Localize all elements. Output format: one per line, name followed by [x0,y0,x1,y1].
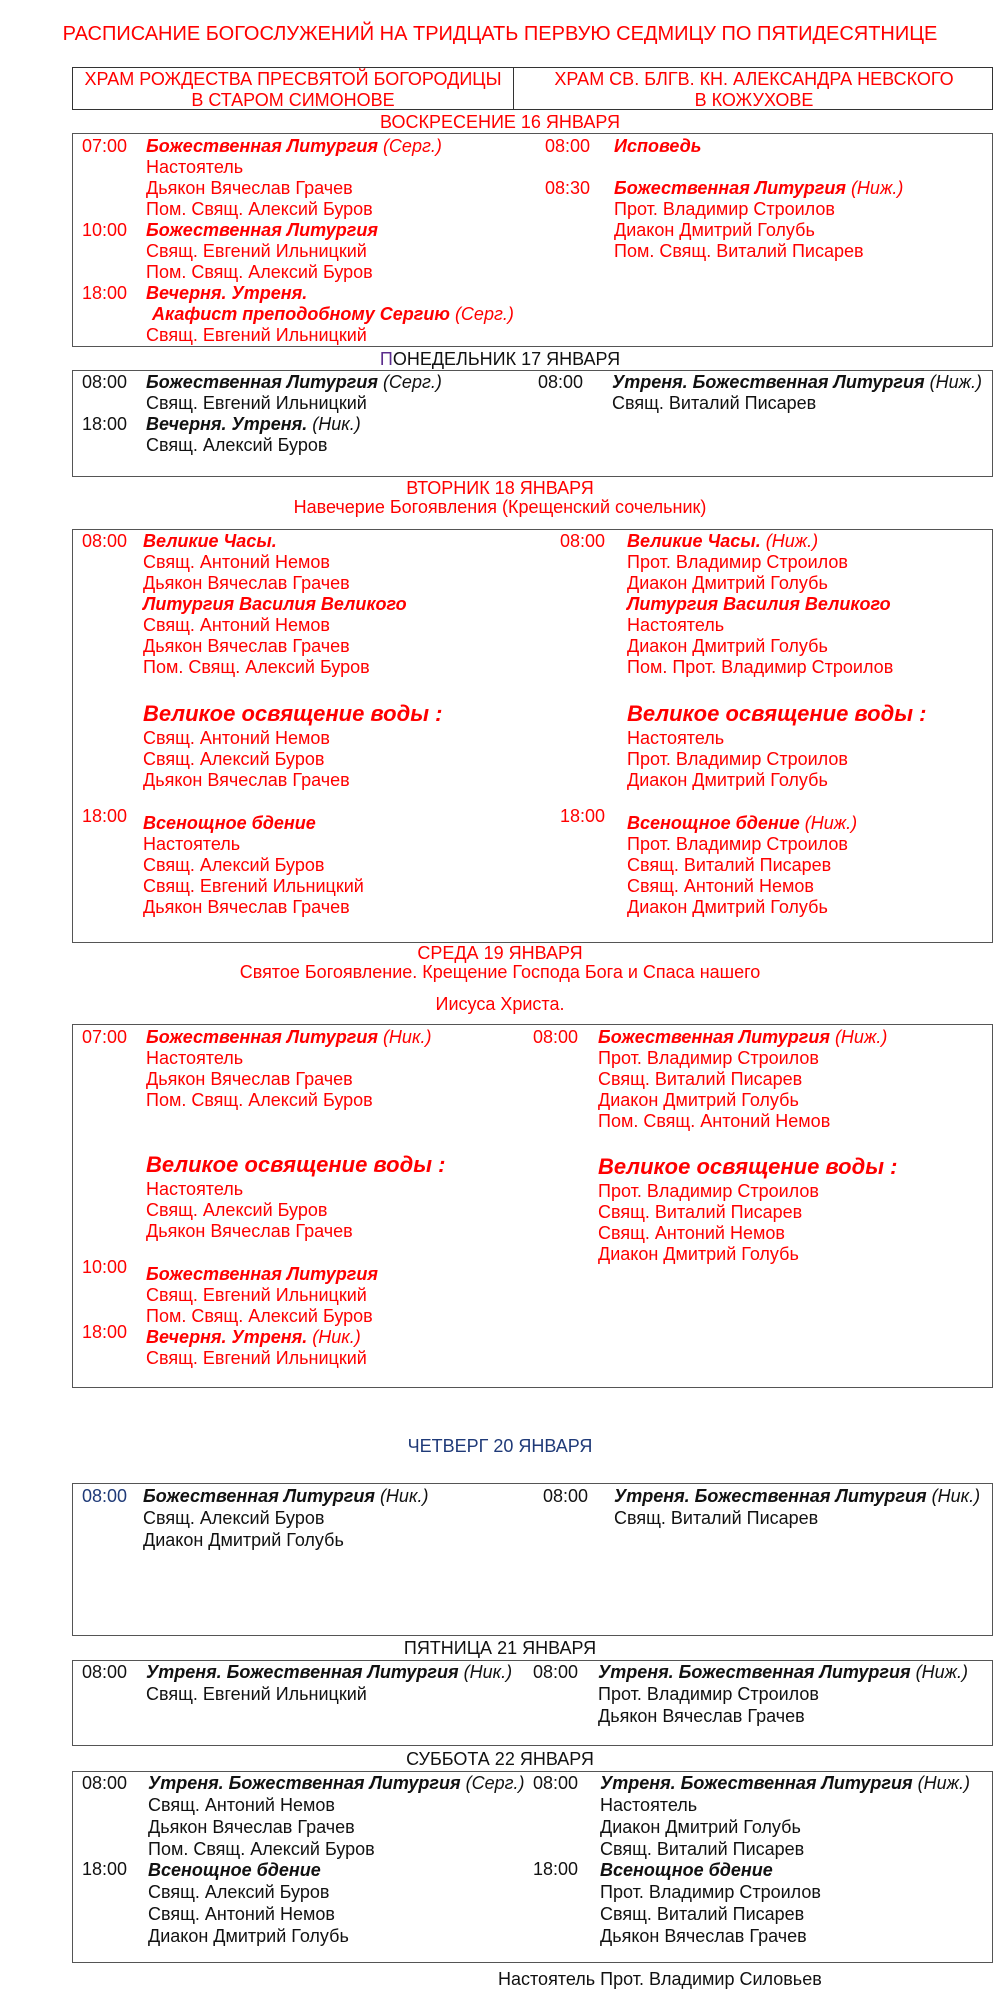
service-title: Литургия Василия Великого [627,594,891,614]
time: 08:30 [545,178,591,198]
clergy: Дьякон Вячеслав Грачев [143,770,350,790]
time: 10:00 [82,1257,128,1277]
clergy: Пом. Свящ. Алексий Буров [146,1090,373,1110]
churches-header [72,67,993,110]
time: 08:00 [560,531,606,551]
clergy: Дьякон Вячеслав Грачев [146,1069,353,1089]
day-heading-thursday: ЧЕТВЕРГ 20 ЯНВАРЯ [407,1436,593,1456]
feast-title-wednesday-2: Иисуса Христа. [435,994,565,1014]
feast-title-wednesday-1: Святое Богоявление. Крещение Господа Бога и Спаса нашего [239,962,761,982]
time: 18:00 [82,1322,128,1342]
clergy: Свящ. Евгений Ильницкий [146,1285,367,1305]
clergy: Настоятель [146,1048,244,1068]
clergy: Диакон Дмитрий Голубь [143,1530,344,1550]
service-title: Утреня. Божественная Литургия (Ник.) [614,1486,981,1506]
clergy: Диакон Дмитрий Голубь [148,1926,349,1946]
clergy: Настоятель [146,157,244,177]
clergy: Дьякон Вячеслав Грачев [598,1706,805,1726]
clergy: Настоятель [600,1795,698,1815]
clergy: Свящ. Антоний Немов [598,1223,785,1243]
clergy: Настоятель [146,1179,244,1199]
feast-title-tuesday: Навечерие Богоявления (Крещенский сочельник) [293,497,707,517]
time: 08:00 [538,372,584,392]
clergy: Свящ. Виталий Писарев [627,855,832,875]
service-title: Утреня. Божественная Литургия (Ниж.) [600,1773,970,1793]
time: 18:00 [560,806,606,826]
time: 08:00 [543,1486,589,1506]
clergy: Свящ. Евгений Ильницкий [146,241,367,261]
clergy: Диакон Дмитрий Голубь [600,1817,801,1837]
clergy: Диакон Дмитрий Голубь [598,1090,799,1110]
service-title: Всенощное бдение (Ниж.) [627,813,858,833]
day-heading-tuesday: ВТОРНИК 18 ЯНВАРЯ [406,478,594,498]
clergy: Дьякон Вячеслав Грачев [146,1221,353,1241]
clergy: Свящ. Виталий Писарев [600,1904,805,1924]
service-title: Вечерня. Утреня. (Ник.) [146,1327,361,1347]
service-title: Великие Часы. (Ниж.) [627,531,819,551]
left-church-line-1: ХРАМ РОЖДЕСТВА ПРЕСВЯТОЙ БОГОРОДИЦЫ [84,69,502,89]
day-heading-monday: ПОНЕДЕЛЬНИК 17 ЯНВАРЯ [379,349,621,369]
time: 08:00 [533,1662,579,1682]
service-title: Божественная Литургия (Ниж.) [614,178,904,198]
clergy: Дьякон Вячеслав Грачев [143,636,350,656]
clergy: Настоятель [627,728,725,748]
time: 08:00 [533,1027,579,1047]
clergy: Свящ. Алексий Буров [143,1508,325,1528]
clergy: Свящ. Антоний Немов [143,615,330,635]
service-title: Божественная Литургия (Ниж.) [598,1027,888,1047]
right-church-name [514,69,994,111]
clergy: Прот. Владимир Строилов [627,552,848,572]
service-title: Божественная Литургия (Серг.) [146,372,442,392]
clergy: Прот. Владимир Строилов [600,1882,821,1902]
clergy: Диакон Дмитрий Голубь [627,573,828,593]
page-title: РАСПИСАНИЕ БОГОСЛУЖЕНИЙ НА ТРИДЦАТЬ ПЕРВУЮ СЕДМИЦУ ПО ПЯТИДЕСЯТНИЦЕ [62,23,938,45]
right-church-line-1: ХРАМ СВ. БЛГВ. КН. АЛЕКСАНДРА НЕВСКОГО [554,69,954,89]
day-heading-sunday: ВОСКРЕСЕНИЕ 16 ЯНВАРЯ [380,112,620,132]
service-title: Божественная Литургия [146,220,378,240]
service-title: Великие Часы. [143,531,277,551]
time: 08:00 [545,136,591,156]
clergy: Свящ. Евгений Ильницкий [146,325,367,345]
clergy: Настоятель [627,615,725,635]
clergy: Пом. Прот. Владимир Строилов [627,657,894,677]
time: 07:00 [82,136,128,156]
service-title: Божественная Литургия [146,1264,378,1284]
service-title: Божественная Литургия (Ник.) [146,1027,432,1047]
time: 18:00 [82,414,128,434]
clergy: Пом. Свящ. Алексий Буров [146,1306,373,1326]
service-title: Акафист преподобному Сергию (Серг.) [152,304,514,324]
service-title: Исповедь [614,136,702,156]
clergy: Свящ. Алексий Буров [148,1882,330,1902]
clergy: Пом. Свящ. Алексий Буров [143,657,370,677]
clergy: Настоятель [143,834,241,854]
clergy: Прот. Владимир Строилов [598,1048,819,1068]
clergy: Свящ. Алексий Буров [143,749,325,769]
service-title: Утреня. Божественная Литургия (Серг.) [148,1773,525,1793]
clergy: Пом. Свящ. Виталий Писарев [614,241,864,261]
clergy: Пом. Свящ. Алексий Буров [146,199,373,219]
time: 08:00 [533,1773,579,1793]
left-church-name [73,69,513,111]
service-title: Великое освящение воды : [598,1154,898,1179]
time: 08:00 [82,1773,128,1793]
service-title: Вечерня. Утреня. (Ник.) [146,414,361,434]
clergy: Свящ. Евгений Ильницкий [146,1684,367,1704]
left-church-line-2: В СТАРОМ СИМОНОВЕ [191,90,395,110]
day-heading-saturday: СУББОТА 22 ЯНВАРЯ [406,1749,594,1769]
clergy: Прот. Владимир Строилов [598,1684,819,1704]
clergy: Свящ. Антоний Немов [143,728,330,748]
service-title: Великое освящение воды : [146,1152,446,1177]
clergy: Диакон Дмитрий Голубь [627,770,828,790]
service-title: Божественная Литургия (Ник.) [143,1486,429,1506]
day-heading-friday: ПЯТНИЦА 21 ЯНВАРЯ [403,1638,597,1658]
time: 10:00 [82,220,128,240]
time: 18:00 [82,283,128,303]
clergy: Свящ. Антоний Немов [627,876,814,896]
service-title: Утреня. Божественная Литургия (Ниж.) [598,1662,968,1682]
service-title: Утреня. Божественная Литургия (Ниж.) [612,372,982,392]
clergy: Свящ. Антоний Немов [148,1904,335,1924]
clergy: Дьякон Вячеслав Грачев [146,178,353,198]
footer-signature: Настоятель Прот. Владимир Силовьев [498,1969,822,1989]
clergy: Свящ. Алексий Буров [146,1200,328,1220]
service-title: Всенощное бдение [148,1860,321,1880]
clergy: Свящ. Евгений Ильницкий [146,1348,367,1368]
clergy: Свящ. Евгений Ильницкий [143,876,364,896]
time: 08:00 [82,1662,128,1682]
clergy: Пом. Свящ. Алексий Буров [146,262,373,282]
time: 08:00 [82,531,128,551]
clergy: Дьякон Вячеслав Грачев [148,1817,355,1837]
service-title: Утреня. Божественная Литургия (Ник.) [146,1662,513,1682]
clergy: Диакон Дмитрий Голубь [598,1244,799,1264]
time: 18:00 [533,1859,579,1879]
time: 18:00 [82,1859,128,1879]
right-church-line-2: В КОЖУХОВЕ [694,90,814,110]
clergy: Дьякон Вячеслав Грачев [143,897,350,917]
clergy: Прот. Владимир Строилов [614,199,835,219]
clergy: Диакон Дмитрий Голубь [627,897,828,917]
clergy: Пом. Свящ. Алексий Буров [148,1839,375,1859]
clergy: Свящ. Алексий Буров [143,855,325,875]
clergy: Прот. Владимир Строилов [627,749,848,769]
clergy: Свящ. Антоний Немов [148,1795,335,1815]
clergy: Свящ. Антоний Немов [143,552,330,572]
service-title: Всенощное бдение [143,813,316,833]
clergy: Диакон Дмитрий Голубь [627,636,828,656]
clergy: Дьякон Вячеслав Грачев [600,1926,807,1946]
time: 08:00 [82,372,128,392]
clergy: Диакон Дмитрий Голубь [614,220,815,240]
clergy: Прот. Владимир Строилов [598,1181,819,1201]
clergy: Свящ. Евгений Ильницкий [146,393,367,413]
time: 18:00 [82,806,128,826]
service-title: Литургия Василия Великого [143,594,407,614]
time: 07:00 [82,1027,128,1047]
clergy: Свящ. Виталий Писарев [598,1069,803,1089]
time: 08:00 [82,1486,128,1506]
clergy: Пом. Свящ. Антоний Немов [598,1111,831,1131]
service-title: Божественная Литургия (Серг.) [146,136,442,156]
service-title: Великое освящение воды : [627,701,927,726]
clergy: Свящ. Виталий Писарев [612,393,817,413]
clergy: Прот. Владимир Строилов [627,834,848,854]
clergy: Свящ. Алексий Буров [146,435,328,455]
clergy: Свящ. Виталий Писарев [614,1508,819,1528]
service-title: Великое освящение воды : [143,701,443,726]
clergy: Дьякон Вячеслав Грачев [143,573,350,593]
day-heading-wednesday: СРЕДА 19 ЯНВАРЯ [417,943,583,963]
service-title: Всенощное бдение [600,1860,773,1880]
clergy: Свящ. Виталий Писарев [600,1839,805,1859]
service-title: Вечерня. Утреня. [146,283,308,303]
clergy: Свящ. Виталий Писарев [598,1202,803,1222]
